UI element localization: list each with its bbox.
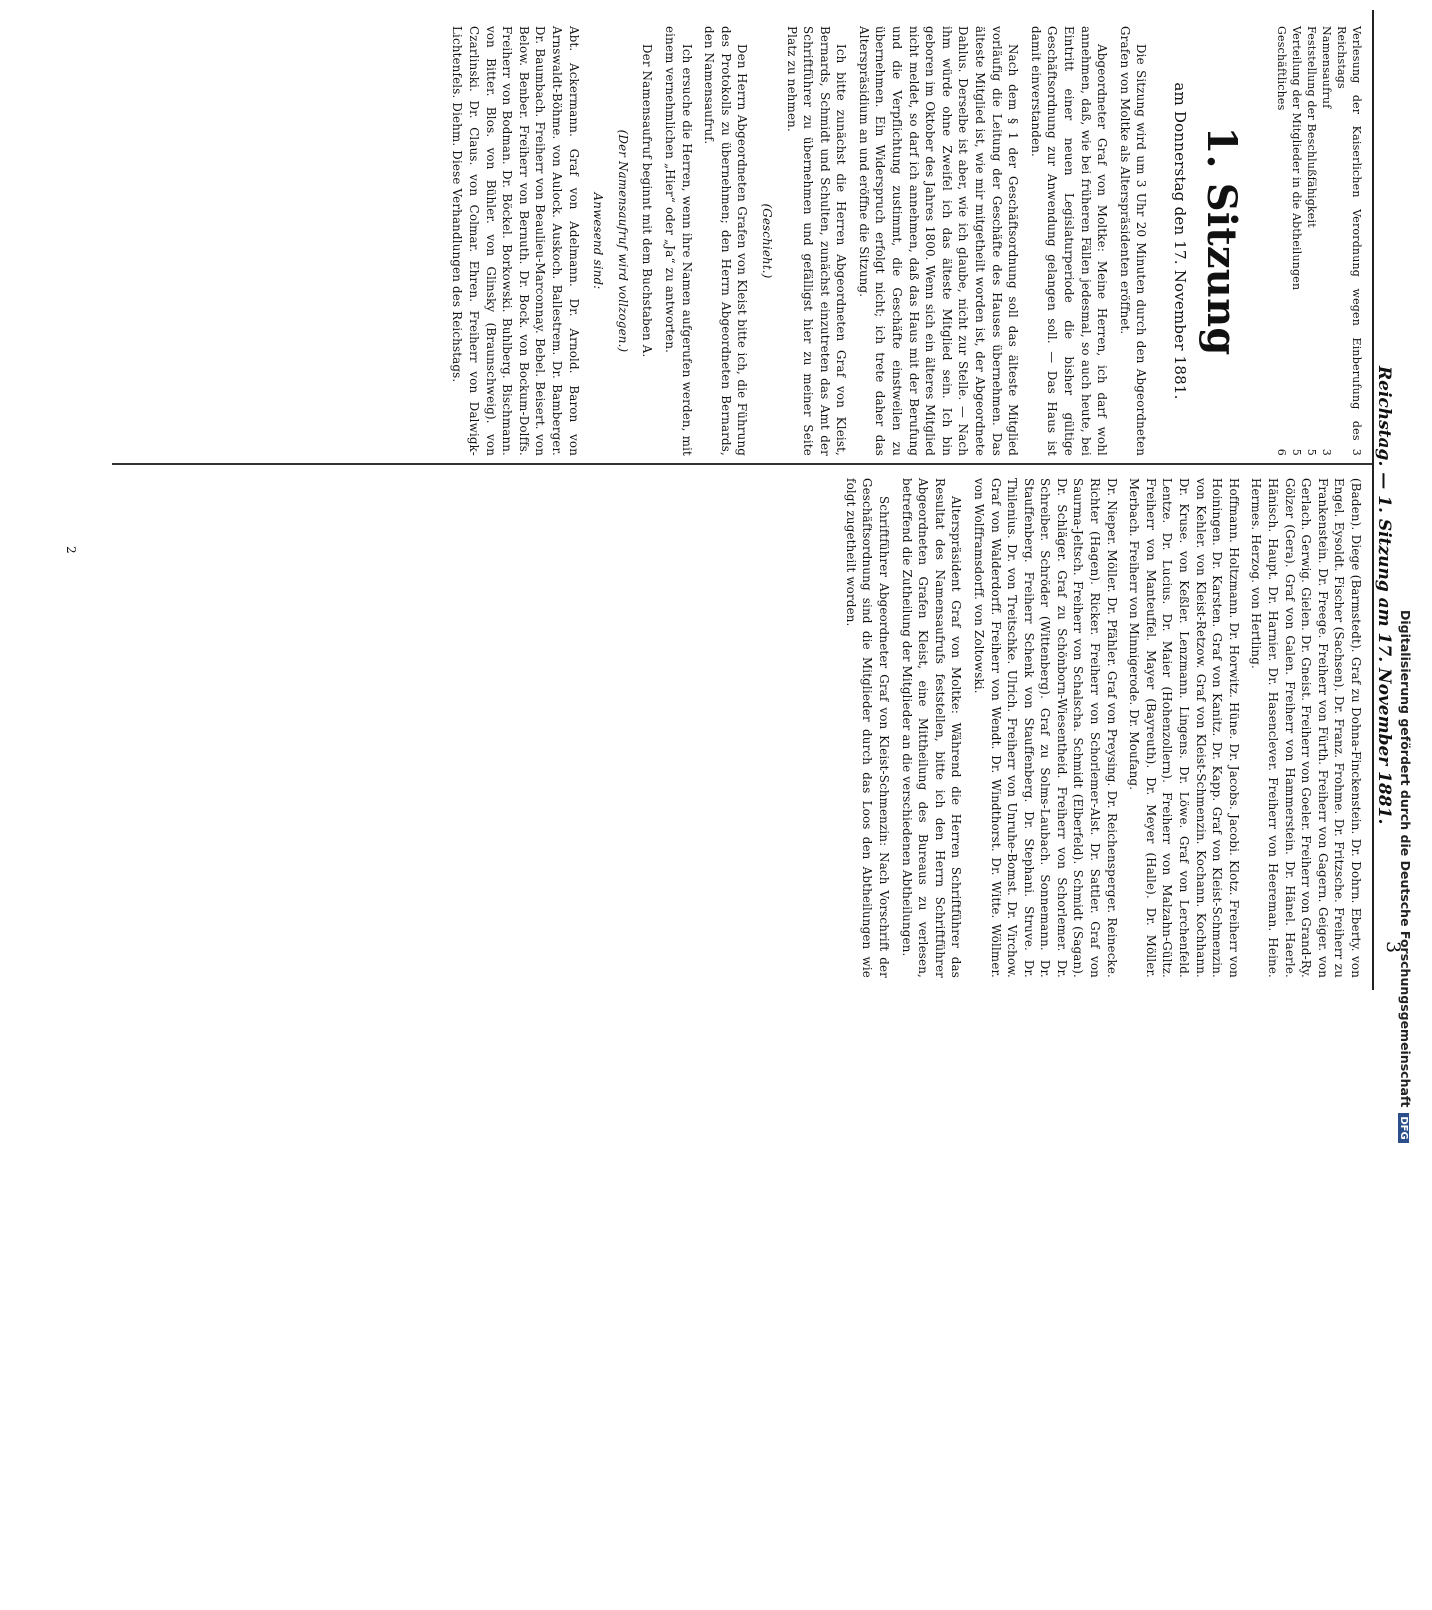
stage-direction: (Der Namensaufruf wird vollzogen.) <box>615 129 630 353</box>
section-label: Anwesend sind: <box>591 192 606 290</box>
document-page <box>4 6 1416 994</box>
paragraph: Alterspräsident Graf von Moltke: Während die Herren Schriftführer das Resultat des Namensaufrufs feststellen, bitte ich den Herrn Schriftführer Abgeordneten Grafen Kleist, eine Mittheilung des Bureaus zu verlesen, betreffend die Zutheilung der Mitglieder an die verschiedenen Abtheilungen. <box>899 478 964 978</box>
digitization-stamp <box>1395 610 1413 1610</box>
paragraph: Die Sitzung wird um 3 Uhr 20 Minuten durch den Abgeordneten Grafen von Moltke als Alterspräsidenten eröffnet. <box>1117 26 1149 456</box>
paragraph: Abgeordneter Graf von Moltke: Meine Herren, ich darf wohl annehmen, daß, wie bei früheren Fällen jedesmal, so auch heute, bei Eintritt einer neuen Legislaturperiode die bisher gültige Geschäftsordnung zur Anwendung gelangen soll. — Das Haus ist damit einverstanden. <box>1028 26 1110 456</box>
toc-row: Verteilung der Mitglieder in die Abtheilungen 5 <box>1290 26 1303 456</box>
column-rule <box>112 463 1372 465</box>
signature-mark: 2 <box>64 546 78 554</box>
paragraph: Der Namensaufruf beginnt mit dem Buchstaben A. <box>640 44 655 358</box>
dfg-logo: DFG <box>1398 1113 1409 1142</box>
paragraph: (Baden). Diege (Barmstedt). Graf zu Dohna-Finckenstein. Dr. Dohrn. Eberty. von Engel. Eysoldt. Fischer (Sachsen). Dr. Franz. Frohme. Dr. Fritzsche. Freiherr zu Frankenstein. Dr. Freege. Freiherr von Fürth. Freiherr von Gagern. Geiger. von Gerlach. Gerwig. Gielen. Dr. Gneist. Freiherr von Goeler. Freiherr von Grand-Ry. Gölzer (Gera). Graf von Galen. Freiherr von Hammerstein. Dr. Hänel. Haerle. Hänisch. Haupt. Dr. Harnier. Dr. Hasenclever. Freiherr von Heereman. Heine. Hermes. Herzog. von Hertling. <box>1249 478 1363 978</box>
paragraph: Abt. Ackermann. Graf von Adelmann. Dr. Arnold. Baron von Arnswaldt-Böhme. von Aulock. Auskoch. Ballestrem. Dr. Bamberger. Dr. Baumbach. Freiherr von Beaulieu-Marconnay. Bebel. Beisert. von Below. Benber. Freiherr von Bernuth. Dr. Bock. von Bockum-Dolffs. Freiherr von Bodman. Dr. Böckel. Borkowski. Buhlberg. Bischmann. von Bitter. Blos. von Bühler. von Glinsky (Braunschweig). von Czarlinski. Dr. Claus. von Colmar. Ehren. Freiherr von Dalwigk-Lichtenfels. Diehm. Diese Verhandlungen des Reichstags. <box>450 26 581 456</box>
header-rule <box>1372 10 1374 990</box>
right-column <box>836 478 1364 978</box>
table-of-contents <box>1274 26 1364 456</box>
paragraph: Dr. Nieper. Möller. Dr. Pfähler. Graf von Preysing. Dr. Reichensperger. Reinecke. Richter (Hagen). Ricker. Freiherr von Schorlemer-Alst. Dr. Sattler. Graf von Saurma-Jeltsch. Freiherr von Schalscha. Schmidt (Elberfeld). Schmidt (Sagan). Dr. Schläger. Graf zu Schönborn-Wiesentheid. Freiherr von Schorlemer. Dr. Schreiber. Schröder (Wittenberg). Graf zu Solms-Laubach. Sonnemann. Dr. Stauffenberg. Freiherr Schenk von Stauffenberg. Dr. Stephani. Struve. Dr. Thilenius. Dr. von Treitschke. Ulrich. Freiherr von Unruhe-Bomst. Dr. Virchow. Graf von Walderdorff. Freiherr von Wendt. Dr. Windthorst. Dr. Witte. Wöllmer. von Wolfframsdorff. von Zoltowski. <box>971 478 1119 978</box>
toc-row: Verlesung der Kaiserlichen Verordnung wegen Einberufung des Reichstags 3 <box>1335 26 1363 456</box>
stage-direction: (Geschieht.) <box>759 203 774 279</box>
paragraph: Hoffmann. Holtzmann. Dr. Horwitz. Hüne. Dr. Jacobs. Jacobi. Klotz. Freiherr von Hoiningen. Dr. Karsten. Graf von Kanitz. Dr. Kapp. Graf von Kleist-Schmenzin. von Kehler. von Kleist-Retzow. Graf von Kleist-Schmenzin. Kochann. Kochhann. Dr. Kruse. von Keßler. Lenzmann. Lingens. Dr. Löwe. Graf von Lerchenfeld. Lentze. Dr. Lucius. Dr. Maier (Hohenzollern). Freiherr von Malzahn-Gültz. Freiherr von Manteuffel. Mayer (Bayreuth). Dr. Meyer (Halle). Dr. Möller. Merbach. Freiherr von Minnigerode. Dr. Moufang. <box>1127 478 1241 978</box>
toc-row: Geschäftliches 6 <box>1275 26 1288 456</box>
session-title: 1. Sitzung <box>1198 126 1245 356</box>
left-column <box>443 26 1364 456</box>
paragraph: Ich ersuche die Herren, wenn ihre Namen aufgerufen werden, mit einem vernehmlichen „Hier“ oder „Ja“ zu antworten. <box>662 26 694 456</box>
paragraph: Den Herrn Abgeordneten Grafen von Kleist bitte ich, die Führung des Protokolls zu übernehmen; den Herrn Abgeordneten Bernards, den Namensaufruf. <box>702 26 750 456</box>
stamp-text: Digitalisierung gefördert durch die Deutsche Forschungsgemeinschaft <box>1398 610 1413 1108</box>
toc-row: Feststellung der Beschlußfähigkeit 5 <box>1305 26 1318 456</box>
paragraph: Schriftführer Abgeordneter Graf von Kleist-Schmenzin: Nach Vorschrift der Geschäftsordnung sind die Mitglieder durch das Loos den Abtheilungen wie folgt zugetheilt worden. <box>843 478 891 978</box>
paragraph: Ich bitte zunächst die Herren Abgeordneten Graf von Kleist, Bernards, Schmidt und Schulten, zunächst einzutreten das Amt der Schriftführer zu übernehmen und gefälligst hier zu meiner Seite Platz zu nehmen. <box>784 26 849 456</box>
paragraph: Nach dem § 1 der Geschäftsordnung soll das älteste Mitglied vorläufig die Leitung der Geschäfte des Hauses übernehmen. Das älteste Mitglied ist, wie mir mitgetheilt worden ist, der Abgeordnete Dahlus. Derselbe ist aber, wie ich glaube, nicht zur Stelle. — Nach ihm würde ohne Zweifel ich das älteste Mitglied sein. Ich bin geboren im Oktober des Jahres 1800. Wenn sich ein älteres Mitglied nicht meldet, so darf ich annehmen, daß das Haus mit der Berufung und die Verpflichtung zustimmt, die Geschäfte einstweilen zu übernehmen. Ein Widerspruch erfolgt nicht; ich trete daher das Alterspräsidium an und eröffne die Sitzung. <box>856 26 1021 456</box>
toc-row: Namensaufruf 3 <box>1320 26 1333 456</box>
session-date: am Donnerstag den 17. November 1881. <box>1171 82 1189 400</box>
header-title-right: Reichstag. — 1. Sitzung am 17. November 1881. <box>1374 366 1394 825</box>
page-number: 3 <box>1382 941 1404 954</box>
